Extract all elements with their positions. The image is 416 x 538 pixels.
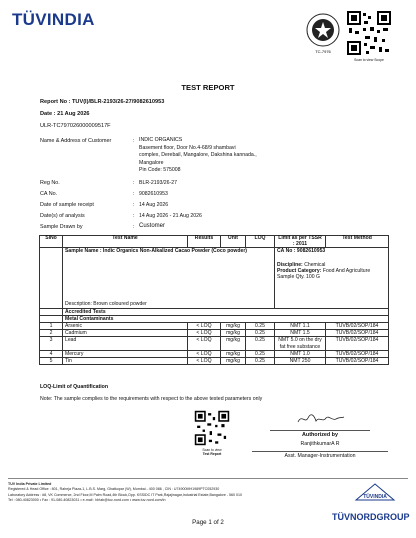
- results-table: [39, 235, 389, 365]
- tuv-nord-group-logo: TÜVNORDGROUP: [332, 512, 410, 522]
- signature-image: [296, 412, 346, 426]
- header-test-name: Test Name: [63, 236, 188, 248]
- product-category: Product Category: Food And Agriculture: [277, 268, 371, 274]
- report-qr-icon[interactable]: [194, 410, 230, 446]
- reg-no-value: BLR-2193/26-27: [139, 180, 178, 186]
- compliance-note: Note: The sample complies to the requirements with respect to the above tested parameters only: [40, 396, 263, 402]
- customer-label: Name & Address of Customer: [40, 138, 112, 144]
- discipline: Discipline: Chemical: [277, 261, 326, 268]
- table-row: 4 Mercury < LOQ mg/kg 0.25 NMT 1.0 TUVB/02/SOP/184: [40, 351, 389, 358]
- report-qr-label: Scan to view Test Report: [202, 448, 222, 456]
- tuv-india-small-logo-icon: [354, 482, 396, 502]
- receipt-date-label: Date of sample receipt: [40, 202, 94, 208]
- tuv-india-logo: TÜVINDIA: [12, 10, 95, 29]
- signatory-role: Asst. Manager-Instrumentation: [284, 453, 356, 459]
- receipt-date-value: 14 Aug 2026: [139, 202, 169, 208]
- accreditation-badge-icon: [305, 12, 341, 56]
- scope-qr-label: Scan to view Scope: [354, 58, 384, 62]
- table-header-row: [40, 236, 389, 248]
- sample-info-row: [40, 248, 389, 309]
- header-test-method: Test Method: [326, 236, 389, 248]
- ulr-number: ULR-TC797026000009517F: [40, 123, 111, 129]
- analysis-date-value: 14 Aug 2026 - 21 Aug 2026: [139, 213, 202, 219]
- loq-note: LOQ-Limit of Quantification: [40, 384, 109, 390]
- scope-qr-icon[interactable]: [346, 10, 392, 56]
- customer-address: INDIC ORGANICS Basement floor, Door No.4-68/9 shambavi complex, Derebail, Mangalore, Dakshina kannada., Mangalore Pin Code: 575008: [139, 137, 257, 174]
- sample-qty: Sample Qty. 100 G: [277, 274, 320, 281]
- authorized-by-label: Authorized by: [302, 432, 338, 438]
- sample-description: Description: Brown coloured powder: [65, 301, 147, 308]
- signatory-name: RanjithkumarA R: [300, 441, 340, 447]
- table-row: 1 Arsenic < LOQ mg/kg 0.25 NMT 1.1 TUVB/02/SOP/184: [40, 323, 389, 330]
- header-limit: Limit as per TSSR : 2011: [275, 236, 326, 248]
- report-date: Date : 21 Aug 2026: [40, 111, 90, 117]
- table-row: 2 Cadmium < LOQ mg/kg 0.25 NMT 1.5 TUVB/02/SOP/184: [40, 330, 389, 337]
- reg-no-label: Reg No.: [40, 180, 60, 186]
- header-loq: LOQ: [246, 236, 275, 248]
- sample-ca-no: CA No : 9082610953: [277, 248, 326, 255]
- header-unit: Unit: [221, 236, 246, 248]
- footer-text: TUV India Private Limited Registered & Head Office : 801, Raheja Plaza-1, L.B.S. Marg, Ghatkopar (W), Mumbai - 400 086 , CIN : U74900MH1989PTC052930 Laboratory Address : #8, VK Commerce, 2nd Floor,M Palm Road,4th Block,Opp. KSSIDC IT Park,Rajajinagar,Industrial Estate,Bangalore - 560 010 Tel : 080-40823000 • Fax : 91-080-40823031 • e-mail : blrlab@tuv-nord.com • www.tuv-nord.com/in: [8, 482, 243, 503]
- report-number: Report No : TUV(I)/BLR-2193/26-27/9082610953: [40, 99, 165, 105]
- table-row: 3 Lead < LOQ mg/kg 0.25 NMT 5.0 on the dry fat free substance TUVB/02/SOP/184: [40, 337, 389, 351]
- table-row: 5 Tin < LOQ mg/kg 0.25 NMT 250 TUVB/02/SOP/184: [40, 358, 389, 365]
- report-title: TEST REPORT: [181, 83, 235, 92]
- page-number: Page 1 of 2: [192, 519, 224, 526]
- drawn-by-label: Sample Drawn by: [40, 224, 83, 230]
- svg-text:TÜVINDIA: TÜVINDIA: [363, 494, 387, 500]
- header-results: Results: [188, 236, 221, 248]
- ca-no-value: 9082610953: [139, 191, 168, 197]
- ca-no-label: CA No.: [40, 191, 58, 197]
- metal-contaminants-label: Metal Contaminants: [63, 316, 389, 323]
- sample-name: Sample Name : Indic Organics Non-Alkalized Cacao Powder (Coco powder): [65, 248, 247, 255]
- accredited-tests-label: Accredited Tests: [63, 309, 389, 316]
- badge-code: TC-7976: [315, 49, 331, 54]
- analysis-date-label: Date(s) of analysis: [40, 213, 85, 219]
- header-slno: SlNo: [40, 236, 63, 248]
- drawn-by-value: Customer: [139, 223, 166, 229]
